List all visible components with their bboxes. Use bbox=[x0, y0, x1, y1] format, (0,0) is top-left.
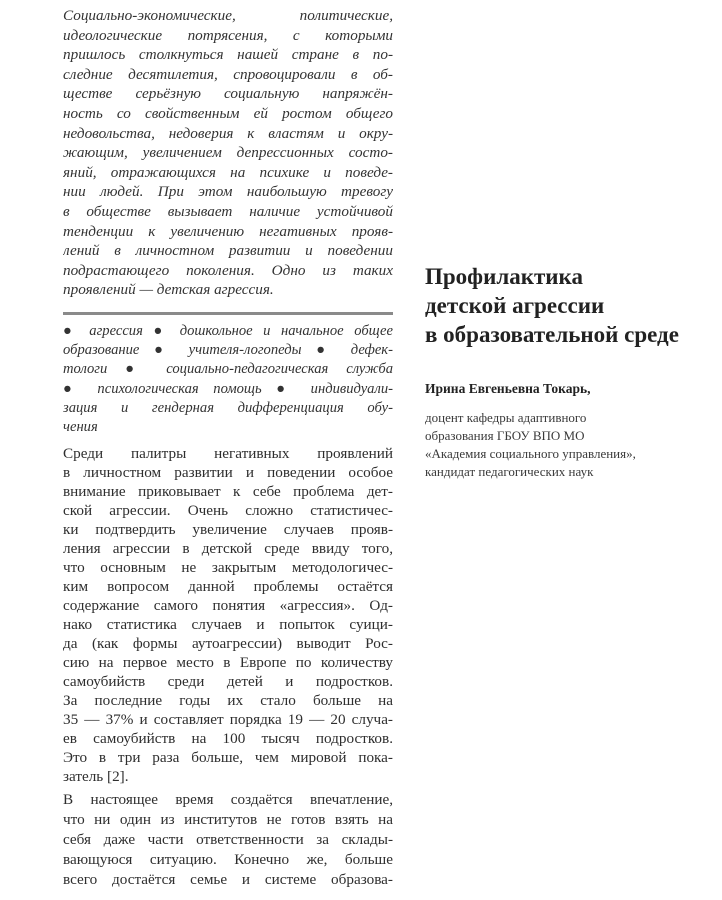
keywords-line: образование ● учителя-логопеды ● дефек- bbox=[63, 342, 393, 359]
body-line: ки подтвердить увеличение случаев прояв- bbox=[63, 521, 393, 538]
body-line: что основным не закрытым методологичес- bbox=[63, 559, 393, 576]
abstract-line: яний, отражающихся на психике и поведе- bbox=[63, 163, 393, 181]
keywords bbox=[63, 322, 393, 437]
body-line: содержание самого понятия «агрессия». Од- bbox=[63, 597, 393, 614]
author-affiliation bbox=[425, 409, 715, 481]
affiliation-line: образования ГБОУ ВПО МО bbox=[425, 428, 585, 443]
abstract-line: недовольства, недоверия к властям и окру- bbox=[63, 124, 393, 142]
abstract-line: Социально-экономические, политические, bbox=[63, 7, 393, 24]
body-line: внимание приковывает к себе проблема дет- bbox=[63, 483, 393, 500]
title-line: детской агрессии bbox=[425, 293, 605, 318]
body-line: Среди палитры негативных проявлений bbox=[63, 445, 393, 462]
abstract bbox=[63, 6, 393, 300]
abstract-line: проявлений — детская агрессия. bbox=[63, 281, 274, 299]
body-line: За последние годы их стало больше на bbox=[63, 692, 393, 709]
divider bbox=[63, 312, 393, 315]
title-line: Профилактика bbox=[425, 264, 583, 289]
body-line: себя даже части ответственности за склады- bbox=[63, 831, 393, 848]
article-header bbox=[425, 262, 715, 481]
abstract-line: следние десятилетия, спровоцировали в об- bbox=[63, 65, 393, 83]
abstract-line: лений в личностном развитии и поведении bbox=[63, 242, 393, 260]
abstract-line: ществе серьёзную социальную напряжён- bbox=[63, 85, 393, 103]
abstract-line: пришлось столкнуться нашей стране в по- bbox=[63, 46, 393, 64]
body-line: нако статистика случаев и попыток суици- bbox=[63, 616, 393, 633]
body-line: В настоящее время создаётся впечатление, bbox=[63, 791, 393, 808]
affiliation-line: кандидат педагогических наук bbox=[425, 464, 594, 479]
body-line: всего достаётся семье и системе образова- bbox=[63, 871, 393, 888]
body-line: ления агрессии в детской среде ввиду того, bbox=[63, 540, 393, 557]
body-paragraph-2 bbox=[63, 790, 393, 890]
body-line: 35 — 37% и составляет порядка 19 — 20 случа- bbox=[63, 711, 393, 728]
affiliation-line: доцент кафедры адаптивного bbox=[425, 410, 587, 425]
author-name: Ирина Евгеньевна Токарь, bbox=[425, 381, 591, 396]
abstract-line: подрастающего поколения. Одно из таких bbox=[63, 261, 393, 279]
body-line: затель [2]. bbox=[63, 768, 129, 785]
abstract-line: в обществе вызывает наличие устойчивой bbox=[63, 202, 393, 220]
body-line: ев самоубийств на 100 тысяч подростков. bbox=[63, 730, 393, 747]
body-line: что ни один из институтов не готов взять на bbox=[63, 811, 393, 828]
keywords-line: зация и гендерная дифференциация обу- bbox=[63, 399, 393, 416]
title-line: в образовательной среде bbox=[425, 322, 679, 347]
body-line: сию на первое место в Европе по количеству bbox=[63, 654, 393, 671]
body-line: да (как формы аутоагрессии) выводит Рос- bbox=[63, 635, 393, 652]
body-line: вающуюся ситуацию. Конечно же, больше bbox=[63, 851, 393, 868]
body-line: в личностном развитии и поведении особое bbox=[63, 464, 393, 481]
body-line: ким вопросом данной проблемы остаётся bbox=[63, 578, 393, 595]
abstract-line: тенденции к увеличению негативных прояв- bbox=[63, 222, 393, 240]
article-title bbox=[425, 262, 715, 349]
body-line: самоубийств среди детей и подростков. bbox=[63, 673, 393, 690]
abstract-line: жающим, увеличением депрессионных состо- bbox=[63, 144, 393, 162]
abstract-line: ность со свойственным ей ростом общего bbox=[63, 104, 393, 122]
keywords-line: чения bbox=[63, 419, 98, 436]
body-line: Это в три раза больше, чем мировой пока- bbox=[63, 749, 393, 766]
affiliation-line: «Академия социального управления», bbox=[425, 446, 636, 461]
body-line: ской агрессии. Очень сложно статистичес- bbox=[63, 502, 393, 519]
keywords-line: ● агрессия ● дошкольное и начальное общее bbox=[63, 323, 393, 339]
abstract-line: нии людей. При этом наибольшую тревогу bbox=[63, 183, 393, 201]
abstract-line: идеологические потрясения, с которыми bbox=[63, 26, 393, 44]
keywords-line: тологи ● социально-педагогическая служба bbox=[63, 361, 393, 378]
body-paragraph-1 bbox=[63, 444, 393, 786]
keywords-line: ● психологическая помощь ● индивидуали- bbox=[63, 380, 393, 397]
